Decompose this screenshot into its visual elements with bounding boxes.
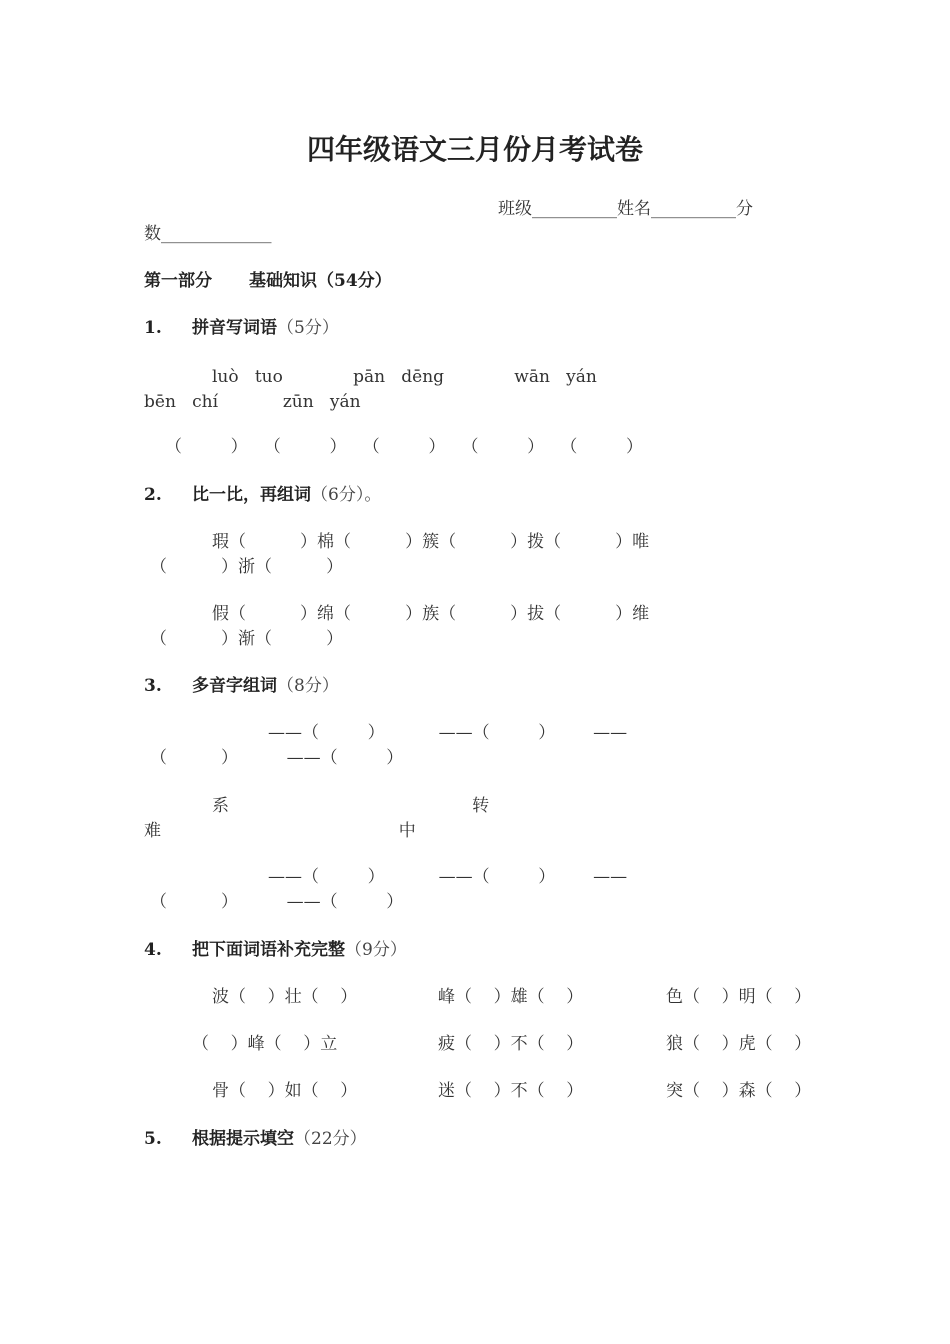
class-name-score-line: 班级__________姓名__________分 (498, 199, 753, 219)
q4-item: 骨（ ）如（ ） (212, 1081, 358, 1101)
q4-title: 把下面词语补充完整 (192, 940, 345, 960)
q1-title: 拼音写词语 (192, 318, 277, 338)
q3-blank-line-b: （ ） ——（ ） (150, 748, 404, 768)
part-title: 基础知识（54分） (249, 271, 392, 291)
q5-heading (192, 1128, 367, 1150)
q3-chars-line-b: 难 中 (144, 821, 416, 841)
q1-heading (192, 317, 339, 339)
q4-item: 色（ ）明（ ） (666, 987, 812, 1007)
q2-row2-line-b: （ ）渐（ ） (150, 629, 344, 649)
q1-answer-blanks: （ ） （ ） （ ） （ ） （ ） (165, 437, 644, 457)
q2-row2-line-a: 假（ ）绵（ ）族（ ）拔（ ）维 (212, 604, 650, 624)
q5-title: 根据提示填空 (192, 1129, 294, 1149)
q3-blank-line-a: ——（ ） ——（ ） —— (268, 723, 628, 743)
q5-number: 5. (144, 1129, 162, 1149)
q4-heading (192, 939, 407, 961)
q2-row1-line-b: （ ）浙（ ） (150, 557, 344, 577)
q5-score: （22分） (294, 1129, 367, 1149)
score-line-continued: 数_____________ (144, 224, 272, 244)
q3-blank-line-d: （ ） ——（ ） (150, 892, 404, 912)
q1-number: 1. (144, 318, 162, 338)
q1-pinyin-line-2: bēn chí zūn yán (144, 392, 361, 412)
q2-row1-line-a: 瑕（ ）棉（ ）簇（ ）拨（ ）唯 (212, 532, 650, 552)
page-title: 四年级语文三月份月考试卷 (306, 133, 643, 166)
part-label: 第一部分 (144, 271, 212, 291)
q3-blank-line-c: ——（ ） ——（ ） —— (268, 867, 628, 887)
q2-title: 比一比，再组词 (192, 485, 311, 505)
q4-item: 突（ ）森（ ） (666, 1081, 812, 1101)
q4-item: 疲（ ）不（ ） (438, 1034, 584, 1054)
q4-item: 狼（ ）虎（ ） (666, 1034, 812, 1054)
q3-chars-line-a: 系 转 (212, 796, 490, 816)
q3-score: （8分） (277, 676, 339, 696)
q1-pinyin-line-1: luò tuo pān dēng wān yán (212, 367, 597, 387)
q2-score: （6分）。 (311, 485, 382, 505)
q4-score: （9分） (345, 940, 407, 960)
q4-item: 峰（ ）雄（ ） (438, 987, 584, 1007)
q4-item: 波（ ）壮（ ） (212, 987, 358, 1007)
q3-title: 多音字组词 (192, 676, 277, 696)
q3-number: 3. (144, 676, 162, 696)
q2-number: 2. (144, 485, 162, 505)
q2-heading (192, 484, 381, 506)
q3-heading (192, 675, 339, 697)
q1-score: （5分） (277, 318, 339, 338)
q4-item: 迷（ ）不（ ） (438, 1081, 584, 1101)
q4-item: （ ）峰（ ）立 (192, 1034, 338, 1054)
q4-number: 4. (144, 940, 162, 960)
